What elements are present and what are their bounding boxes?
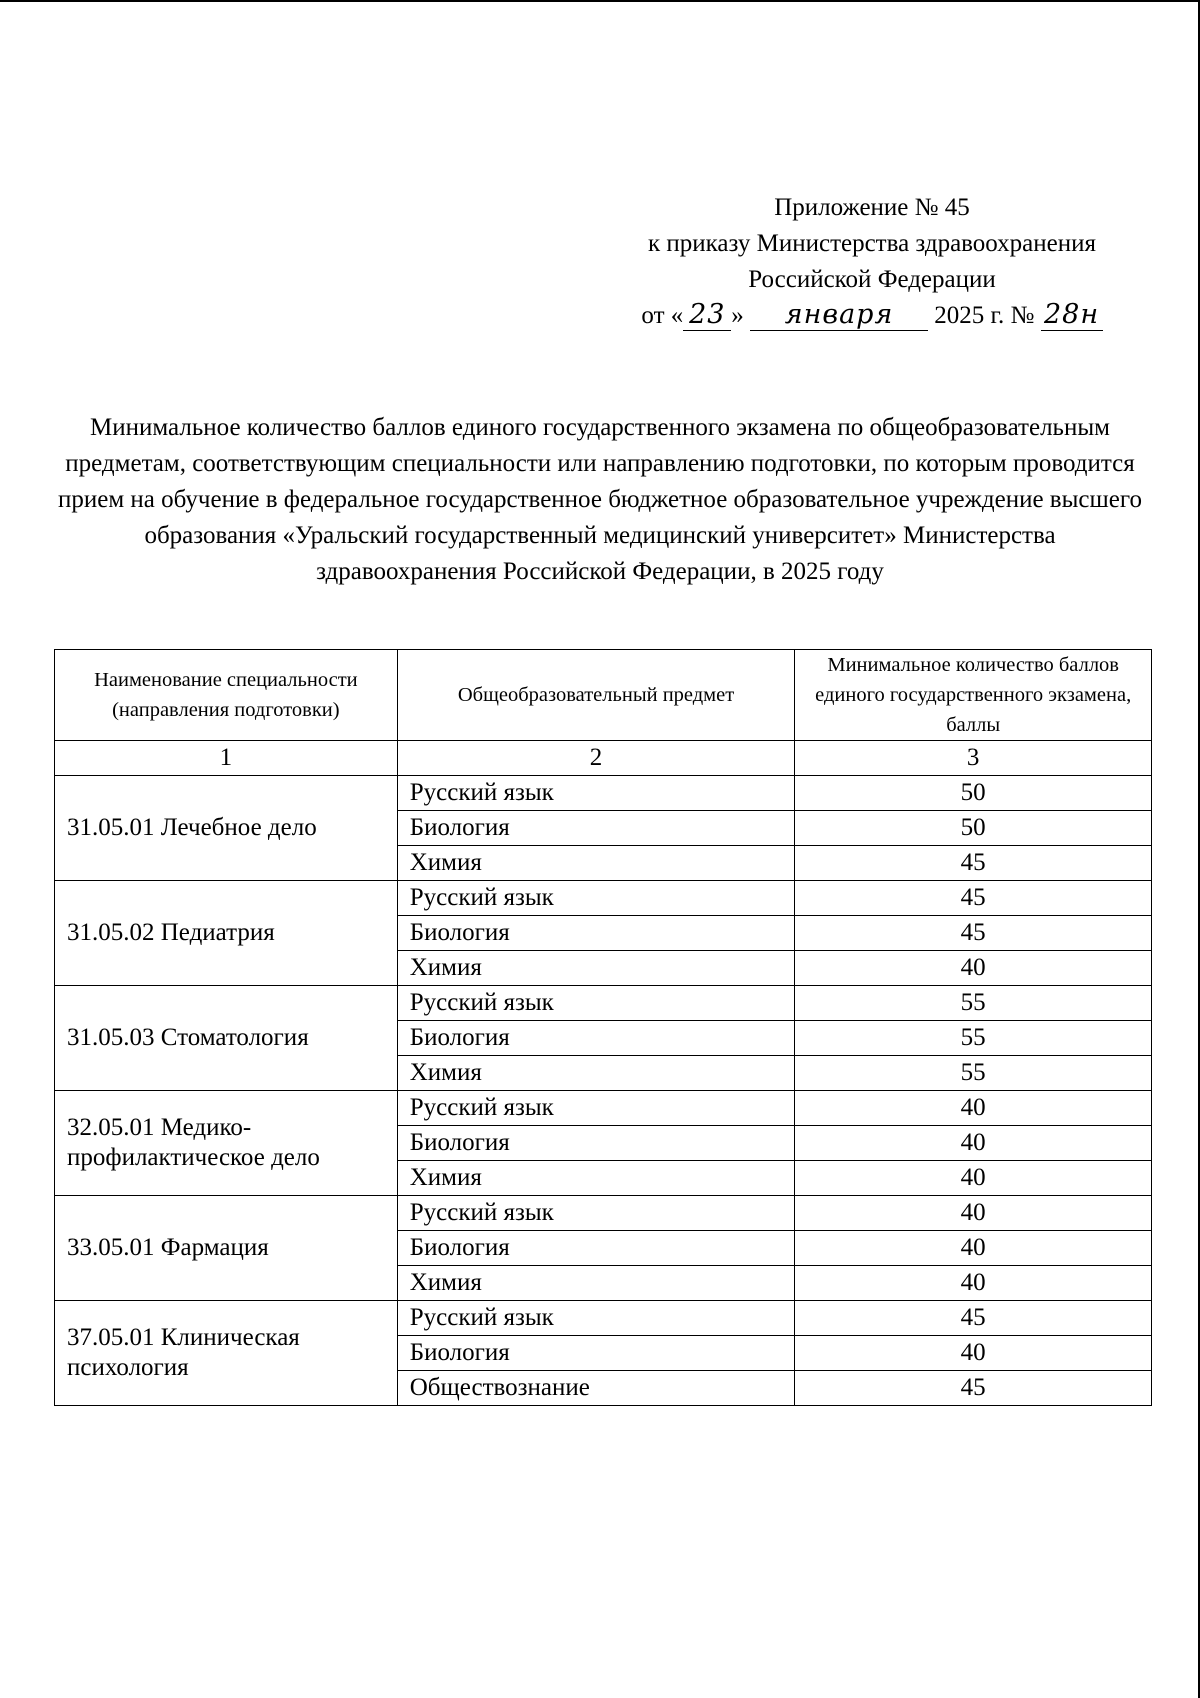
specialty-cell: 32.05.01 Медико-профилактическое дело (55, 1091, 398, 1196)
column-number-1: 1 (55, 741, 398, 776)
date-quote-close: » (731, 302, 744, 329)
appendix-number: Приложение № 45 (774, 194, 970, 221)
handwritten-month: января (750, 300, 928, 331)
specialty-cell: 31.05.02 Педиатрия (55, 881, 398, 986)
handwritten-day: 23 (683, 300, 731, 331)
specialty-cell: 37.05.01 Клиническая психология (55, 1301, 398, 1406)
table-header-row (55, 650, 1152, 741)
column-number-3: 3 (795, 741, 1152, 776)
subject-cell: Русский язык (397, 1196, 795, 1231)
subject-cell: Биология (397, 1231, 795, 1266)
specialty-cell: 31.05.01 Лечебное дело (55, 776, 398, 881)
scan-border-top (0, 0, 1200, 2)
header-min-score: Минимальное количество баллов единого государственного экзамена, баллы (795, 650, 1152, 741)
subject-cell: Биология (397, 1126, 795, 1161)
score-cell: 45 (795, 1371, 1152, 1406)
score-cell: 40 (795, 1266, 1152, 1301)
subject-cell: Биология (397, 916, 795, 951)
subject-cell: Химия (397, 1056, 795, 1091)
score-cell: 40 (795, 1126, 1152, 1161)
column-number-2: 2 (397, 741, 795, 776)
score-cell: 55 (795, 1056, 1152, 1091)
score-cell: 45 (795, 1301, 1152, 1336)
order-ministry: Российской Федерации (748, 266, 996, 293)
subject-cell: Русский язык (397, 1301, 795, 1336)
score-cell: 45 (795, 846, 1152, 881)
order-reference: к приказу Министерства здравоохранения (647, 230, 1097, 257)
score-cell: 40 (795, 951, 1152, 986)
score-cell: 40 (795, 1196, 1152, 1231)
table-row (55, 776, 1152, 811)
subject-cell: Биология (397, 811, 795, 846)
subject-cell: Русский язык (397, 986, 795, 1021)
score-cell: 40 (795, 1091, 1152, 1126)
score-cell: 40 (795, 1231, 1152, 1266)
subject-cell: Биология (397, 1021, 795, 1056)
scores-table-body (55, 776, 1152, 1406)
appendix-header (592, 190, 1152, 334)
score-cell: 45 (795, 881, 1152, 916)
score-cell: 45 (795, 916, 1152, 951)
table-row (55, 986, 1152, 1021)
subject-cell: Химия (397, 1161, 795, 1196)
date-year: 2025 г. № (934, 302, 1035, 329)
document-title: Минимальное количество баллов единого государственного экзамена по общеобразовательным предметам, соответствующим специальности или направлению подготовки, по которым проводится прием на обучение в федеральное государственное бюджетное образовательное учреждение высшего образования «Уральский государственный медицинский университет» Министерства здравоохранения Российской Федерации, в 2025 году (58, 414, 1142, 585)
table-row (55, 1301, 1152, 1336)
score-cell: 40 (795, 1161, 1152, 1196)
subject-cell: Химия (397, 846, 795, 881)
score-cell: 40 (795, 1336, 1152, 1371)
subject-cell: Русский язык (397, 776, 795, 811)
specialty-cell: 33.05.01 Фармация (55, 1196, 398, 1301)
score-cell: 50 (795, 811, 1152, 846)
date-prefix: от « (641, 302, 684, 329)
subject-cell: Биология (397, 1336, 795, 1371)
table-row (55, 881, 1152, 916)
subject-cell: Обществознание (397, 1371, 795, 1406)
score-cell: 50 (795, 776, 1152, 811)
header-subject: Общеобразовательный предмет (397, 650, 795, 741)
subject-cell: Химия (397, 1266, 795, 1301)
score-cell: 55 (795, 1021, 1152, 1056)
subject-cell: Химия (397, 951, 795, 986)
handwritten-order-number: 28н (1041, 300, 1103, 331)
order-date-line (592, 298, 1152, 334)
column-number-row (55, 741, 1152, 776)
subject-cell: Русский язык (397, 1091, 795, 1126)
score-cell: 55 (795, 986, 1152, 1021)
subject-cell: Русский язык (397, 881, 795, 916)
table-row (55, 1091, 1152, 1126)
scores-table (54, 649, 1152, 1406)
header-specialty: Наименование специальности (направления подготовки) (55, 650, 398, 741)
specialty-cell: 31.05.03 Стоматология (55, 986, 398, 1091)
table-row (55, 1196, 1152, 1231)
